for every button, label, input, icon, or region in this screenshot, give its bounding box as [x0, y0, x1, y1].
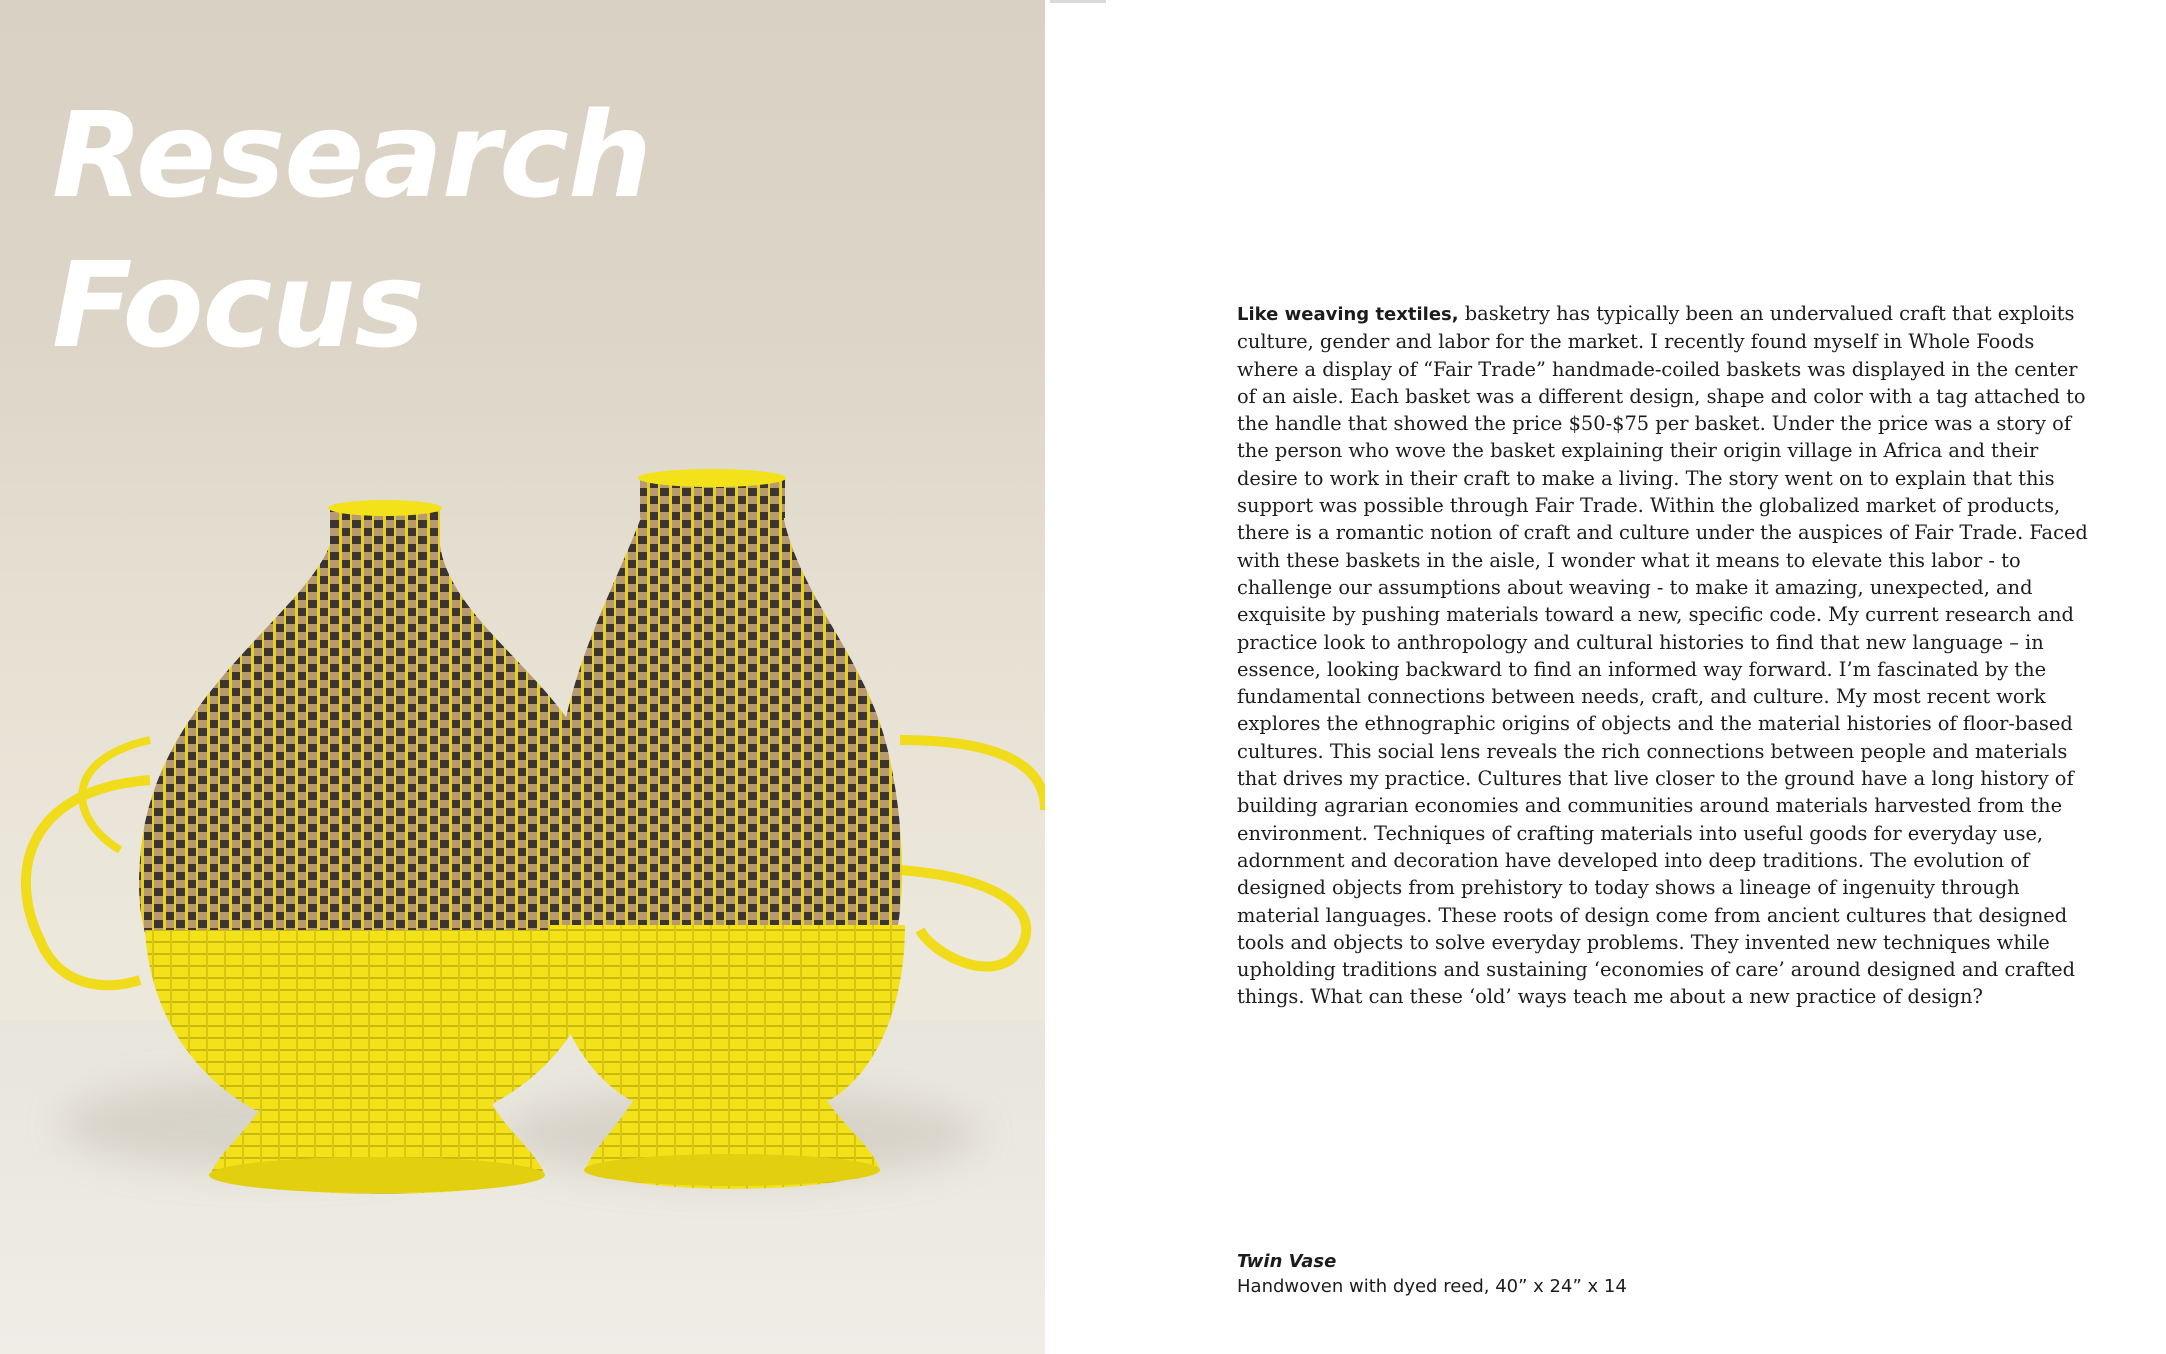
left-vase: [139, 500, 616, 1194]
artwork-caption: [1237, 1249, 1627, 1299]
statement-text: basketry has typically been an undervalued craft that exploits culture, gender and labor for the market. I recently found myself in Whole Foods where a display of “Fair Trade” handmade-coiled baskets was displayed in the center of an aisle. Each basket was a different design, shape and color with a tag attached to the handle that showed the price $50-$75 per basket. Under the price was a story of the person who wove the basket explaining their origin village in Africa and their desire to work in their craft to make a living. The story went on to explain that this support was possible through Fair Trade. Within the globalized market of products, there is a romantic notion of craft and culture under the auspices of Fair Trade. Faced with these baskets in the aisle, I wonder what it means to elevate this labor - to challenge our assumptions about weaving - to make it amazing, unexpected, and exquisite by pushing materials toward a new, specific code. My current research and practice look to anthropology and cultural histories to find that new language – in essence, looking backward to find an informed way forward. I’m fascinated by the fundamental connections between needs, craft, and culture. My most recent work explores the ethnographic origins of objects and the material histories of floor-based cultures. This social lens reveals the rich connections between people and materials that drives my practice. Cultures that live closer to the ground have a long history of building agrarian economies and communities around materials harvested from the environment. Techniques of crafting materials into useful goods for everyday use, adornment and decoration have developed into deep traditions. The evolution of designed objects from prehistory to today shows a lineage of ingenuity through material languages. These roots of design come from ancient cultures that designed tools and objects to solve everyday problems. They invented new techniques while upholding traditions and sustaining ‘economies of care’ around designed and crafted things. What can these ‘old’ ways teach me about a new practice of design?: [1237, 302, 2088, 1009]
title-line-2: Focus: [52, 236, 424, 374]
page-edge-tab: [1050, 0, 1106, 3]
artwork-description: Handwoven with dyed reed, 40” x 24” x 14: [1237, 1276, 1627, 1297]
artwork-title: Twin Vase: [1237, 1251, 1337, 1272]
title-line-1: Research: [52, 86, 652, 224]
right-vase: [548, 469, 905, 1189]
research-statement: [1237, 300, 2092, 1011]
artwork-photo: [0, 0, 1045, 1354]
lead-in-text: Like weaving textiles,: [1237, 304, 1459, 325]
vase-handle: [900, 870, 1026, 967]
vase-handle: [900, 740, 1045, 810]
page-title: [52, 80, 651, 380]
